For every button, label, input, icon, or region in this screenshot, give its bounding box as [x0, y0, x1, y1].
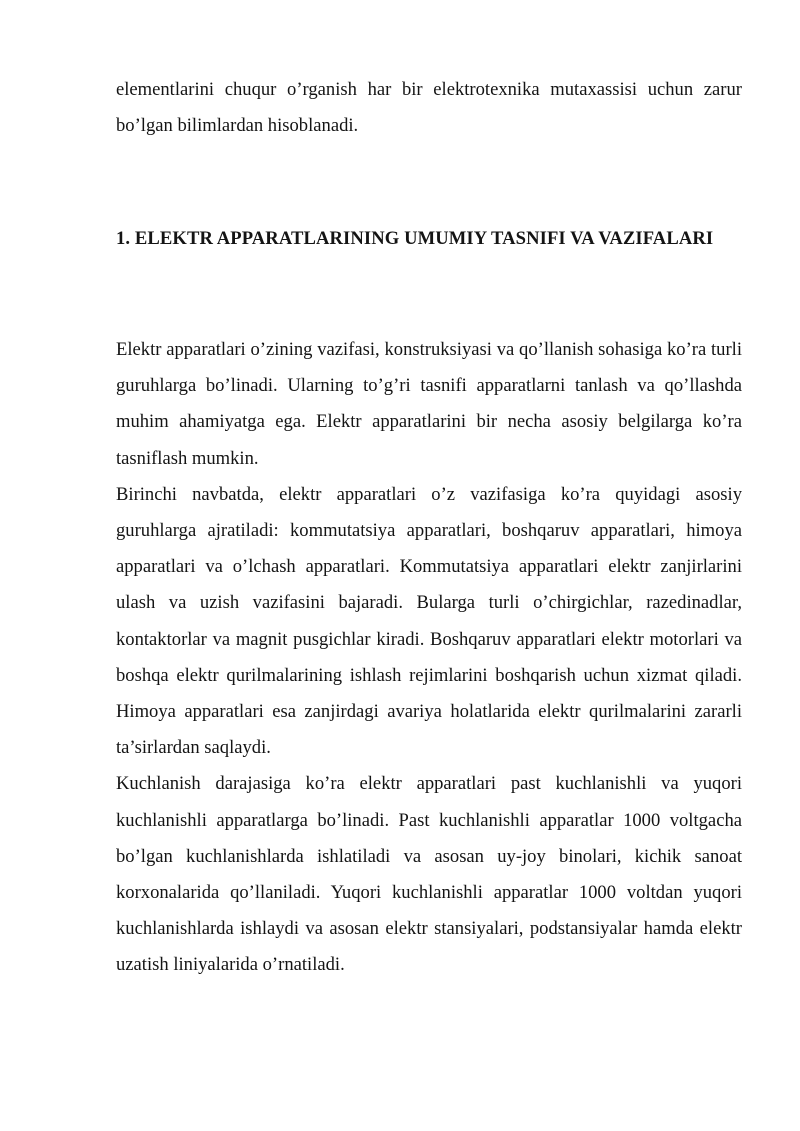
section-body	[116, 332, 742, 984]
body-paragraph: Elektr apparatlari o’zining vazifasi, konstruksiyasi va qo’llanish sohasiga ko’ra turli guruhlarga bo’linadi. Ularning to’g’ri tasnifi apparatlarni tanlash va qo’llashda muhim ahamiyatga ega. Elektr apparatlarini bir necha asosiy belgilarga ko’ra tasniflash mumkin.	[116, 339, 742, 469]
intro-paragraph: elementlarini chuqur o’rganish har bir elektrotexnika mutaxassisi uchun zarur bo’lgan bilimlardan hisoblanadi.	[116, 79, 742, 137]
section-heading: 1. ELEKTR APPARATLARINING UMUMIY TASNIFI VA VAZIFALARI	[116, 228, 714, 249]
body-paragraph: Birinchi navbatda, elektr apparatlari o’z vazifasiga ko’ra quyidagi asosiy guruhlarga ajratiladi: kommutatsiya apparatlari, boshqaruv apparatlari, himoya apparatlari va o’lchash apparatlari. Kommutatsiya apparatlari elektr zanjirlarini ulash va uzish vazifasini bajaradi. Bularga turli o’chirgichlar, razedinadlar, kontaktorlar va magnit pusgichlar kiradi. Boshqaruv apparatlari elektr motorlari va boshqa elektr qurilmalarining ishlash rejimlarini boshqarish uchun xizmat qiladi. Himoya apparatlari esa zanjirdagi avariya holatlarida elektr qurilmalarini zararli ta’sirlardan saqlaydi.	[116, 483, 742, 759]
body-paragraph: Kuchlanish darajasiga ko’ra elektr apparatlari past kuchlanishli va yuqori kuchlanishli apparatlarga bo’linadi. Past kuchlanishli apparatlar 1000 voltgacha bo’lgan kuchlanishlarda ishlatiladi va asosan uy-joy binolari, kichik sanoat korxonalarida qo’llaniladi. Yuqori kuchlanishli apparatlar 1000 voltdan yuqori kuchlanishlarda ishlaydi va asosan elektr stansiyalari, podstansiyalar hamda elektr uzatish liniyalarida o’rnatiladi.	[116, 773, 742, 976]
